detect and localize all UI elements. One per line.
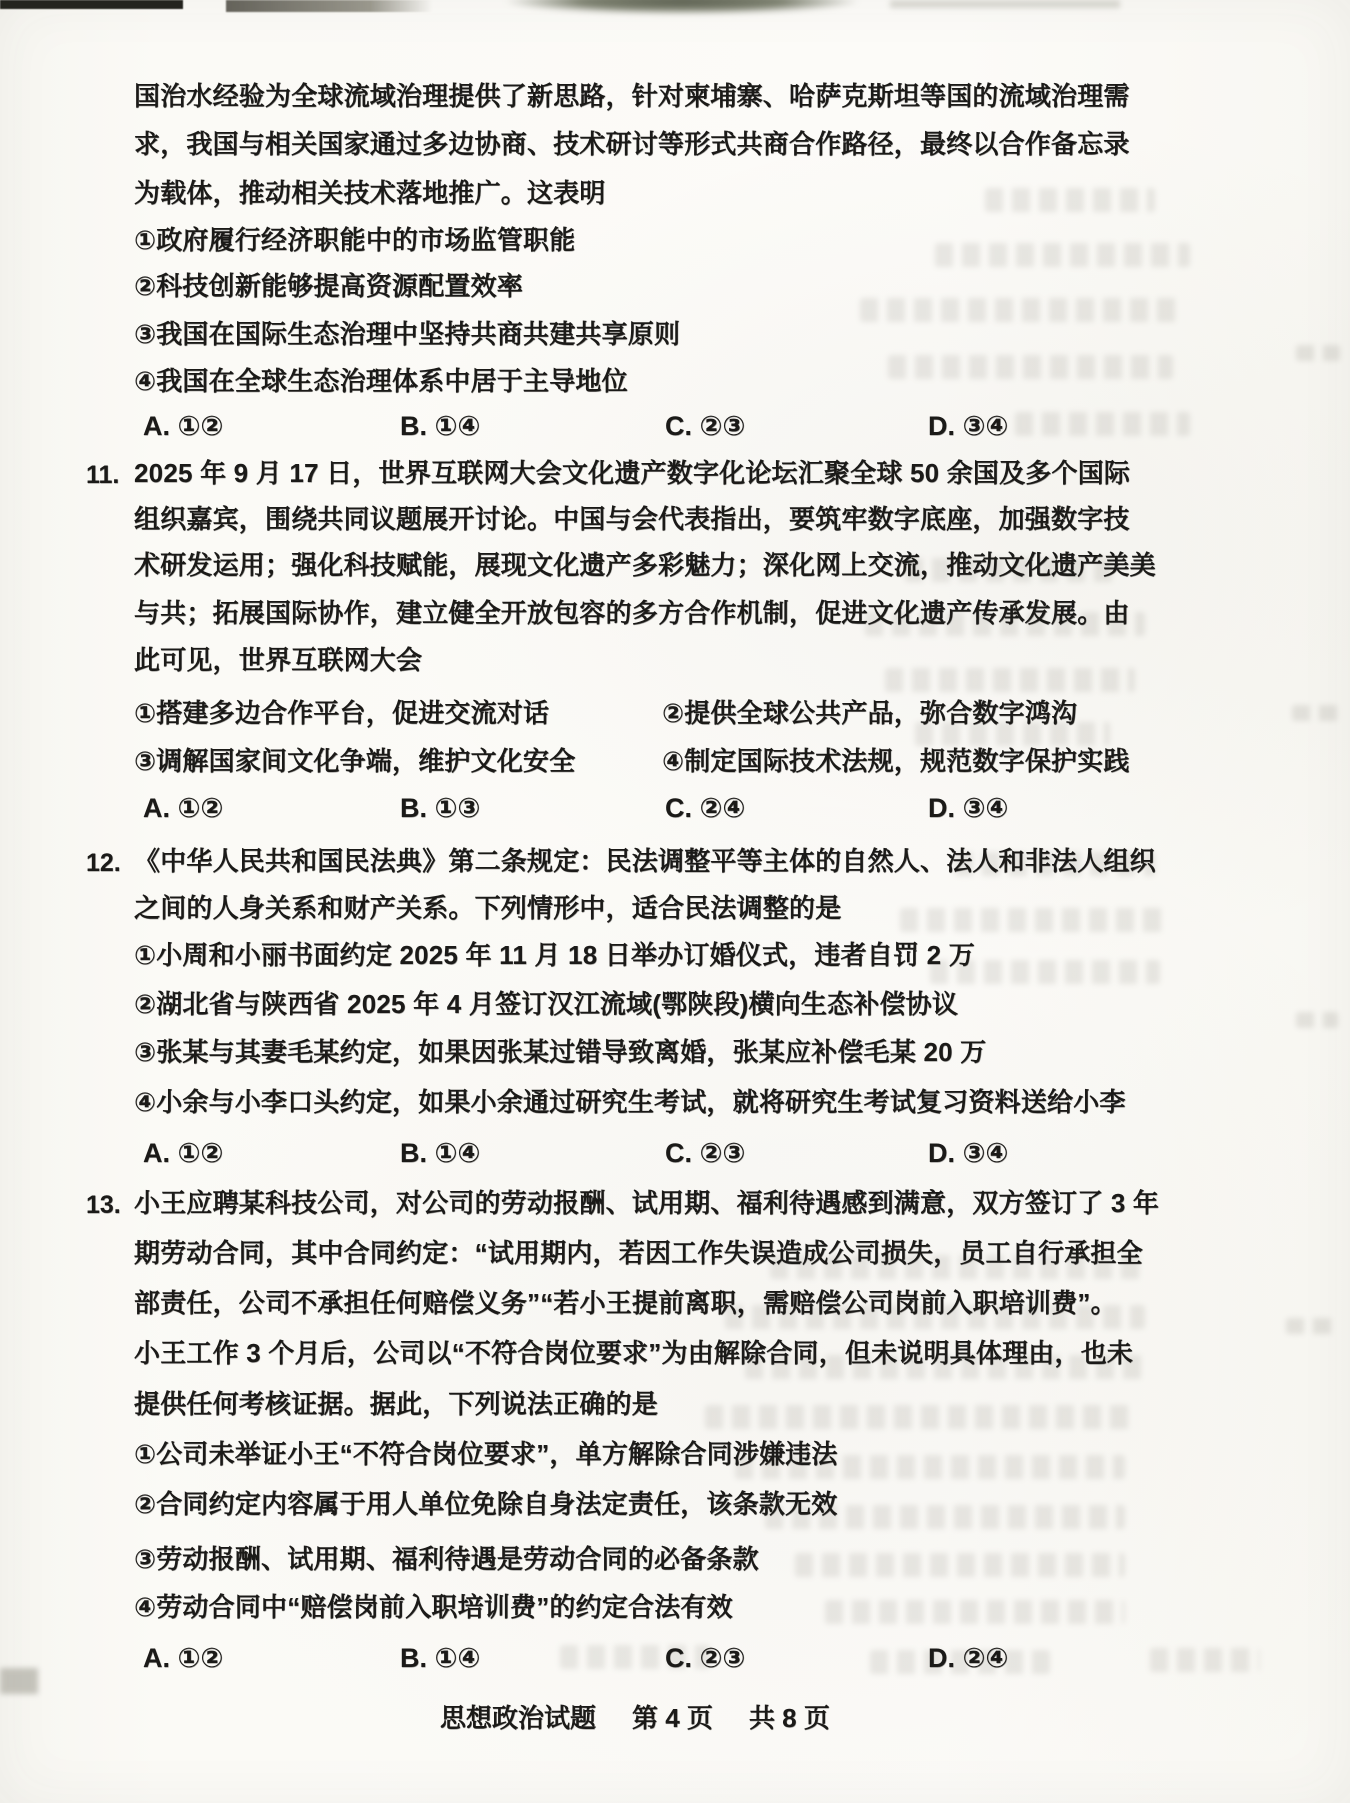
question-text-line: 小王应聘某科技公司，对公司的劳动报酬、试用期、福利待遇感到满意，双方签订了 3 年 xyxy=(134,1188,1160,1218)
question-option: ①政府履行经济职能中的市场监管职能 xyxy=(134,225,576,255)
answer-choice-b: B. ①④ xyxy=(400,1138,481,1168)
scan-artifact-top-smudge xyxy=(495,0,910,16)
question-option: ③我国在国际生态治理中坚持共商共建共享原则 xyxy=(134,319,681,349)
question-text-line: 求，我国与相关国家通过多边协商、技术研讨等形式共商合作路径，最终以合作备忘录 xyxy=(134,129,1130,159)
answer-choice-b: B. ①③ xyxy=(400,793,481,823)
bleed-through-artifact xyxy=(900,908,1165,932)
answer-choice-d: D. ②④ xyxy=(928,1643,1009,1673)
bleed-through-artifact xyxy=(705,1405,1135,1429)
question-option: ③张某与其妻毛某约定，如果因张某过错导致离婚，张某应补偿毛某 20 万 xyxy=(134,1037,987,1067)
answer-choice-d: D. ③④ xyxy=(928,1138,1009,1168)
question-option: ②湖北省与陕西省 2025 年 4 月签订汉江流域(鄂陕段)横向生态补偿协议 xyxy=(134,989,959,1019)
question-option: ④劳动合同中“赔偿岗前入职培训费”的约定合法有效 xyxy=(134,1592,733,1622)
bleed-through-artifact xyxy=(860,298,1180,322)
question-text-line: 组织嘉宾，围绕共同议题展开讨论。中国与会代表指出，要筑牢数字底座，加强数字技 xyxy=(134,504,1130,534)
question-text-line: 国治水经验为全球流域治理提供了新思路，针对柬埔寨、哈萨克斯坦等国的流域治理需 xyxy=(134,81,1130,111)
bleed-through-artifact xyxy=(795,1553,1125,1577)
scan-artifact-top-faint xyxy=(890,0,1120,8)
footer-doc-title: 思想政治试题 xyxy=(440,1703,597,1733)
footer-page-total: 共 8 页 xyxy=(748,1703,830,1733)
bleed-through-artifact xyxy=(885,668,1135,692)
question-option: ②科技创新能够提高资源配置效率 xyxy=(134,271,524,301)
answer-choice-a: A. ①② xyxy=(143,1643,224,1673)
answer-choice-b: B. ①④ xyxy=(400,411,481,441)
question-option: ②提供全球公共产品，弥合数字鸿沟 xyxy=(662,698,1078,728)
question-text-line: 与共；拓展国际协作，建立健全开放包容的多方合作机制，促进文化遗产传承发展。由 xyxy=(134,598,1130,628)
question-number: 12. xyxy=(86,849,121,877)
question-text-line: 小王工作 3 个月后，公司以“不符合岗位要求”为由解除合同，但未说明具体理由，也未 xyxy=(134,1338,1134,1368)
question-option: ②合同约定内容属于用人单位免除自身法定责任，该条款无效 xyxy=(134,1489,838,1519)
bleed-through-artifact xyxy=(985,188,1155,212)
answer-choice-d: D. ③④ xyxy=(928,411,1009,441)
answer-row xyxy=(0,793,1350,831)
answer-choice-a: A. ①② xyxy=(143,411,224,441)
bleed-through-artifact xyxy=(1296,1012,1338,1028)
answer-choice-c: C. ②③ xyxy=(665,411,746,441)
scan-artifact-top-gray xyxy=(226,0,433,12)
question-option: ③调解国家间文化争端，维护文化安全 xyxy=(134,746,576,776)
page-footer xyxy=(440,1698,830,1735)
bleed-through-artifact xyxy=(935,243,1190,267)
bleed-through-artifact xyxy=(1296,345,1340,361)
scan-artifact-top-left xyxy=(0,0,183,9)
answer-choice-c: C. ②③ xyxy=(665,1643,746,1673)
answer-row xyxy=(0,1138,1350,1176)
question-option: ④制定国际技术法规，规范数字保护实践 xyxy=(662,746,1130,776)
answer-row xyxy=(0,411,1350,449)
footer-page-number: 第 4 页 xyxy=(632,1703,713,1733)
answer-choice-c: C. ②③ xyxy=(665,1138,746,1168)
question-text-line: 术研发运用；强化科技赋能，展现文化遗产多彩魅力；深化网上交流，推动文化遗产美美 xyxy=(134,550,1156,580)
question-text-line: 期劳动合同，其中合同约定：“试用期内，若因工作失误造成公司损失，员工自行承担全 xyxy=(134,1238,1143,1268)
bleed-through-artifact xyxy=(1292,705,1340,721)
question-number: 11. xyxy=(86,461,120,489)
question-option: ①搭建多边合作平台，促进交流对话 xyxy=(134,698,550,728)
question-option: ④小余与小李口头约定，如果小余通过研究生考试，就将研究生考试复习资料送给小李 xyxy=(134,1087,1126,1117)
question-option: ①公司未举证小王“不符合岗位要求”，单方解除合同涉嫌违法 xyxy=(134,1439,838,1469)
answer-row xyxy=(0,1643,1350,1681)
answer-choice-c: C. ②④ xyxy=(665,793,746,823)
answer-choice-a: A. ①② xyxy=(143,793,224,823)
bleed-through-artifact xyxy=(825,1600,1125,1624)
question-text-line: 部责任，公司不承担任何赔偿义务”“若小王提前离职，需赔偿公司岗前入职培训费”。 xyxy=(134,1288,1117,1318)
question-text-line: 之间的人身关系和财产关系。下列情形中，适合民法调整的是 xyxy=(134,893,842,923)
answer-choice-d: D. ③④ xyxy=(928,793,1009,823)
question-text-line: 提供任何考核证据。据此，下列说法正确的是 xyxy=(134,1389,659,1419)
question-number: 13. xyxy=(86,1191,121,1219)
question-option: ①小周和小丽书面约定 2025 年 11 月 18 日举办订婚仪式，违者自罚 2 万 xyxy=(134,940,975,970)
question-option: ④我国在全球生态治理体系中居于主导地位 xyxy=(134,366,628,396)
question-text-line: 2025 年 9 月 17 日，世界互联网大会文化遗产数字化论坛汇聚全球 50 余国及多个国际 xyxy=(134,458,1131,488)
question-text-line: 《中华人民共和国民法典》第二条规定：民法调整平等主体的自然人、法人和非法人组织 xyxy=(134,846,1156,876)
bleed-through-artifact xyxy=(888,355,1173,379)
question-option: ③劳动报酬、试用期、福利待遇是劳动合同的必备条款 xyxy=(134,1544,759,1574)
question-text-line: 为载体，推动相关技术落地推广。这表明 xyxy=(134,178,606,208)
answer-choice-a: A. ①② xyxy=(143,1138,224,1168)
answer-choice-b: B. ①④ xyxy=(400,1643,481,1673)
question-text-line: 此可见，世界互联网大会 xyxy=(134,645,423,675)
bleed-through-artifact xyxy=(1286,1318,1340,1334)
